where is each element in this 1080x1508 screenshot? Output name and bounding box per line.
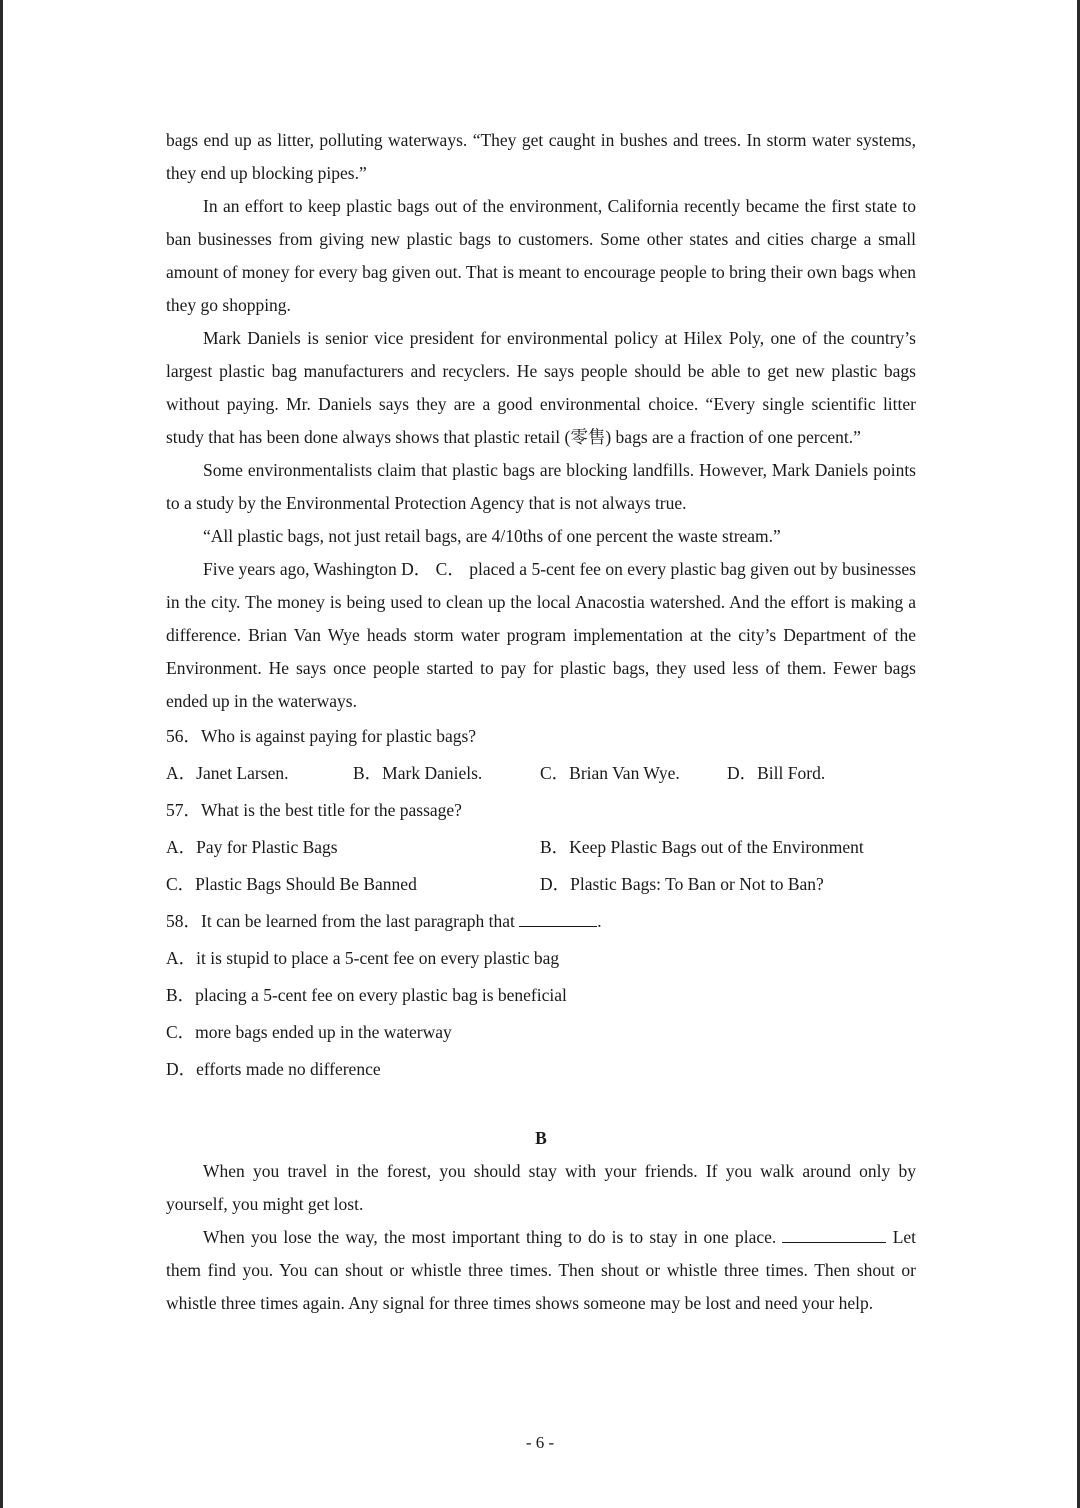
passage-b-paragraph-2 (166, 1221, 916, 1320)
answer-blank (519, 912, 597, 927)
question-58-option-d: D．efforts made no difference (166, 1059, 381, 1079)
question-56-options (166, 755, 916, 792)
question-58-stem-end: . (597, 911, 602, 931)
passage-a-paragraph-3: Mark Daniels is senior vice president for environmental policy at Hilex Poly, one of the country’s largest plastic bag manufacturers and recyclers. He says people should be able to get new plastic bags without paying. Mr. Daniels says they are a good environmental choice. “Every single scientific litter study that has been done always shows that plastic retail (零售) bags are a fraction of one percent.” (166, 328, 916, 447)
passage-a-paragraph-1: bags end up as litter, polluting waterways. “They get caught in bushes and trees. In storm water systems, they end up blocking pipes.” (166, 130, 916, 183)
question-56-option-c: C．Brian Van Wye. (540, 763, 680, 783)
question-58-option-a: A．it is stupid to place a 5-cent fee on every plastic bag (166, 948, 560, 968)
question-57-option-c: C．Plastic Bags Should Be Banned (166, 874, 417, 894)
question-58-option-b: B．placing a 5-cent fee on every plastic bag is beneficial (166, 985, 567, 1005)
question-57-stem: 57．What is the best title for the passage? (166, 800, 462, 820)
question-57-options-row-2 (166, 866, 916, 903)
question-58-stem: 58．It can be learned from the last paragraph that (166, 911, 515, 931)
page-edge-left (0, 0, 3, 1508)
question-57-option-d: D．Plastic Bags: To Ban or Not to Ban? (540, 874, 824, 894)
answer-blank (782, 1228, 886, 1243)
passage-b-heading: B (535, 1128, 547, 1148)
question-57-option-b: B．Keep Plastic Bags out of the Environment (540, 837, 864, 857)
question-56-option-d: D．Bill Ford. (727, 763, 826, 783)
passage-a-paragraph-6: Five years ago, Washington D． C． placed a 5-cent fee on every plastic bag given out by businesses in the city. The money is being used to clean up the local Anacostia watershed. And the effort is making a difference. Brian Van Wye heads storm water program implementation at the city’s Department of the Environment. He says once people started to pay for plastic bags, they used less of them. Fewer bags ended up in the waterways. (166, 559, 916, 711)
page-number: - 6 - (525, 1433, 555, 1452)
passage-a-paragraph-2: In an effort to keep plastic bags out of the environment, California recently became the first state to ban businesses from giving new plastic bags to customers. Some other states and cities charge a small amount of money for every bag given out. That is meant to encourage people to bring their own bags when they go shopping. (166, 196, 916, 315)
question-58-stem-line (166, 903, 916, 940)
passage-a-paragraph-5: “All plastic bags, not just retail bags, are 4/10ths of one percent the waste stream.” (203, 526, 781, 546)
question-57-option-a: A．Pay for Plastic Bags (166, 837, 338, 857)
question-56-option-a: A．Janet Larsen. (166, 763, 289, 783)
passage-b-paragraph-1: When you travel in the forest, you should stay with your friends. If you walk around only by yourself, you might get lost. (166, 1161, 916, 1214)
passage-a-paragraph-4: Some environmentalists claim that plastic bags are blocking landfills. However, Mark Daniels points to a study by the Environmental Protection Agency that is not always true. (166, 460, 916, 513)
question-56-stem: 56．Who is against paying for plastic bags? (166, 726, 477, 746)
question-57-options-row-1 (166, 829, 916, 866)
document-page (166, 124, 916, 1320)
passage-b-paragraph-2-end: Let them find you. You can shout or whistle three times. Then shout or whistle three times. Then shout or whistle three times again. Any signal for three times shows someone may be lost and need your help. (166, 1227, 917, 1313)
question-56-option-b: B．Mark Daniels. (353, 763, 483, 783)
question-58-option-c: C．more bags ended up in the waterway (166, 1022, 452, 1042)
passage-b-paragraph-2-start: When you lose the way, the most important thing to do is to stay in one place. (203, 1227, 777, 1247)
